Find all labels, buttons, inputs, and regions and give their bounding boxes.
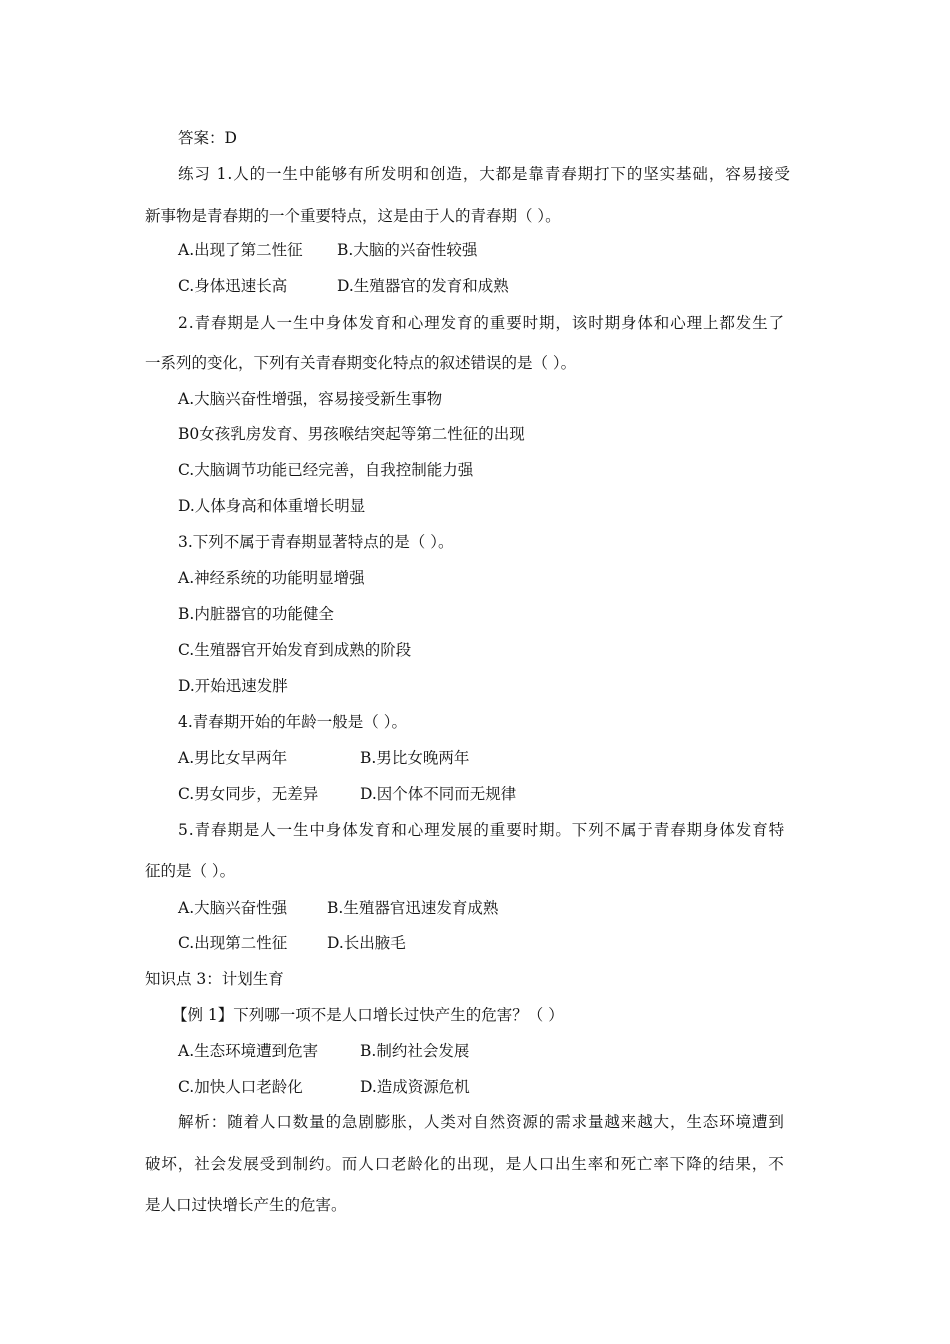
analysis-line2: 破坏，社会发展受到制约。而人口老龄化的出现，是人口出生率和死亡率下降的结果，不: [145, 1155, 785, 1173]
q4-option-d: D.因个体不同而无规律: [360, 785, 517, 803]
exercise1-option-d: D.生殖器官的发育和成熟: [337, 277, 509, 295]
q3-stem: 3.下列不属于青春期显著特点的是（ ）。: [178, 533, 454, 551]
q3-option-b: B.内脏器官的功能健全: [178, 605, 334, 623]
q2-option-c: C.大脑调节功能已经完善，自我控制能力强: [178, 461, 474, 479]
q2-stem-line2: 一系列的变化，下列有关青春期变化特点的叙述错误的是（ ）。: [145, 354, 577, 372]
q5-option-d: D.长出腋毛: [327, 934, 406, 952]
analysis-line1: 解析：随着人口数量的急剧膨胀，人类对自然资源的需求量越来越大，生态环境遭到: [178, 1113, 785, 1131]
q4-option-c: C.男女同步，无差异: [178, 785, 319, 803]
q5-option-c: C.出现第二性征: [178, 934, 288, 952]
q5-options-row1: [178, 898, 818, 918]
exercise1-stem-line1: 练习 1.人的一生中能够有所发明和创造，大都是靠青春期打下的坚实基础，容易接受: [178, 165, 791, 183]
q4-options-row1: [178, 748, 818, 768]
q2-option-b: B0女孩乳房发育、男孩喉结突起等第二性征的出现: [178, 425, 525, 443]
q5-stem-line1: 5.青春期是人一生中身体发育和心理发展的重要时期。下列不属于青春期身体发育特: [178, 821, 785, 839]
exercise1-option-a: A.出现了第二性征: [178, 241, 303, 259]
exercise1-stem-line2: 新事物是青春期的一个重要特点，这是由于人的青春期（ ）。: [145, 207, 561, 225]
q2-option-d: D.人体身高和体重增长明显: [178, 497, 366, 515]
q4-option-b: B.男比女晚两年: [360, 749, 470, 767]
example1-option-d: D.造成资源危机: [360, 1078, 470, 1096]
q5-options-row2: [178, 933, 818, 953]
exercise1-options-row1: [178, 240, 818, 260]
q3-option-a: A.神经系统的功能明显增强: [178, 569, 365, 587]
q2-stem-line1: 2.青春期是人一生中身体发育和心理发育的重要时期，该时期身体和心理上都发生了: [178, 314, 785, 332]
exercise1-option-b: B.大脑的兴奋性较强: [337, 241, 478, 259]
q4-option-a: A.男比女早两年: [178, 749, 288, 767]
q4-stem: 4.青春期开始的年龄一般是（ ）。: [178, 713, 407, 731]
answer-line: 答案：D: [178, 129, 237, 147]
q5-option-a: A.大脑兴奋性强: [178, 899, 288, 917]
q5-stem-line2: 征的是（ ）。: [145, 862, 236, 880]
example1-option-c: C.加快人口老龄化: [178, 1078, 303, 1096]
q2-option-a: A.大脑兴奋性增强，容易接受新生事物: [178, 390, 443, 408]
q5-option-b: B.生殖器官迅速发育成熟: [327, 899, 499, 917]
q4-options-row2: [178, 784, 818, 804]
q3-option-d: D.开始迅速发胖: [178, 677, 288, 695]
example1-option-b: B.制约社会发展: [360, 1042, 470, 1060]
analysis-line3: 是人口过快增长产生的危害。: [145, 1196, 347, 1214]
example1-options-row1: [178, 1041, 818, 1061]
example1-stem: 【例 1】下列哪一项不是人口增长过快产生的危害？（ ）: [172, 1006, 564, 1024]
q3-option-c: C.生殖器官开始发育到成熟的阶段: [178, 641, 412, 659]
section-heading-knowledge-point-3: 知识点 3：计划生育: [145, 970, 284, 988]
exercise1-option-c: C.身体迅速长高: [178, 277, 288, 295]
example1-options-row2: [178, 1077, 818, 1097]
example1-option-a: A.生态环境遭到危害: [178, 1042, 319, 1060]
exercise1-options-row2: [178, 276, 818, 296]
